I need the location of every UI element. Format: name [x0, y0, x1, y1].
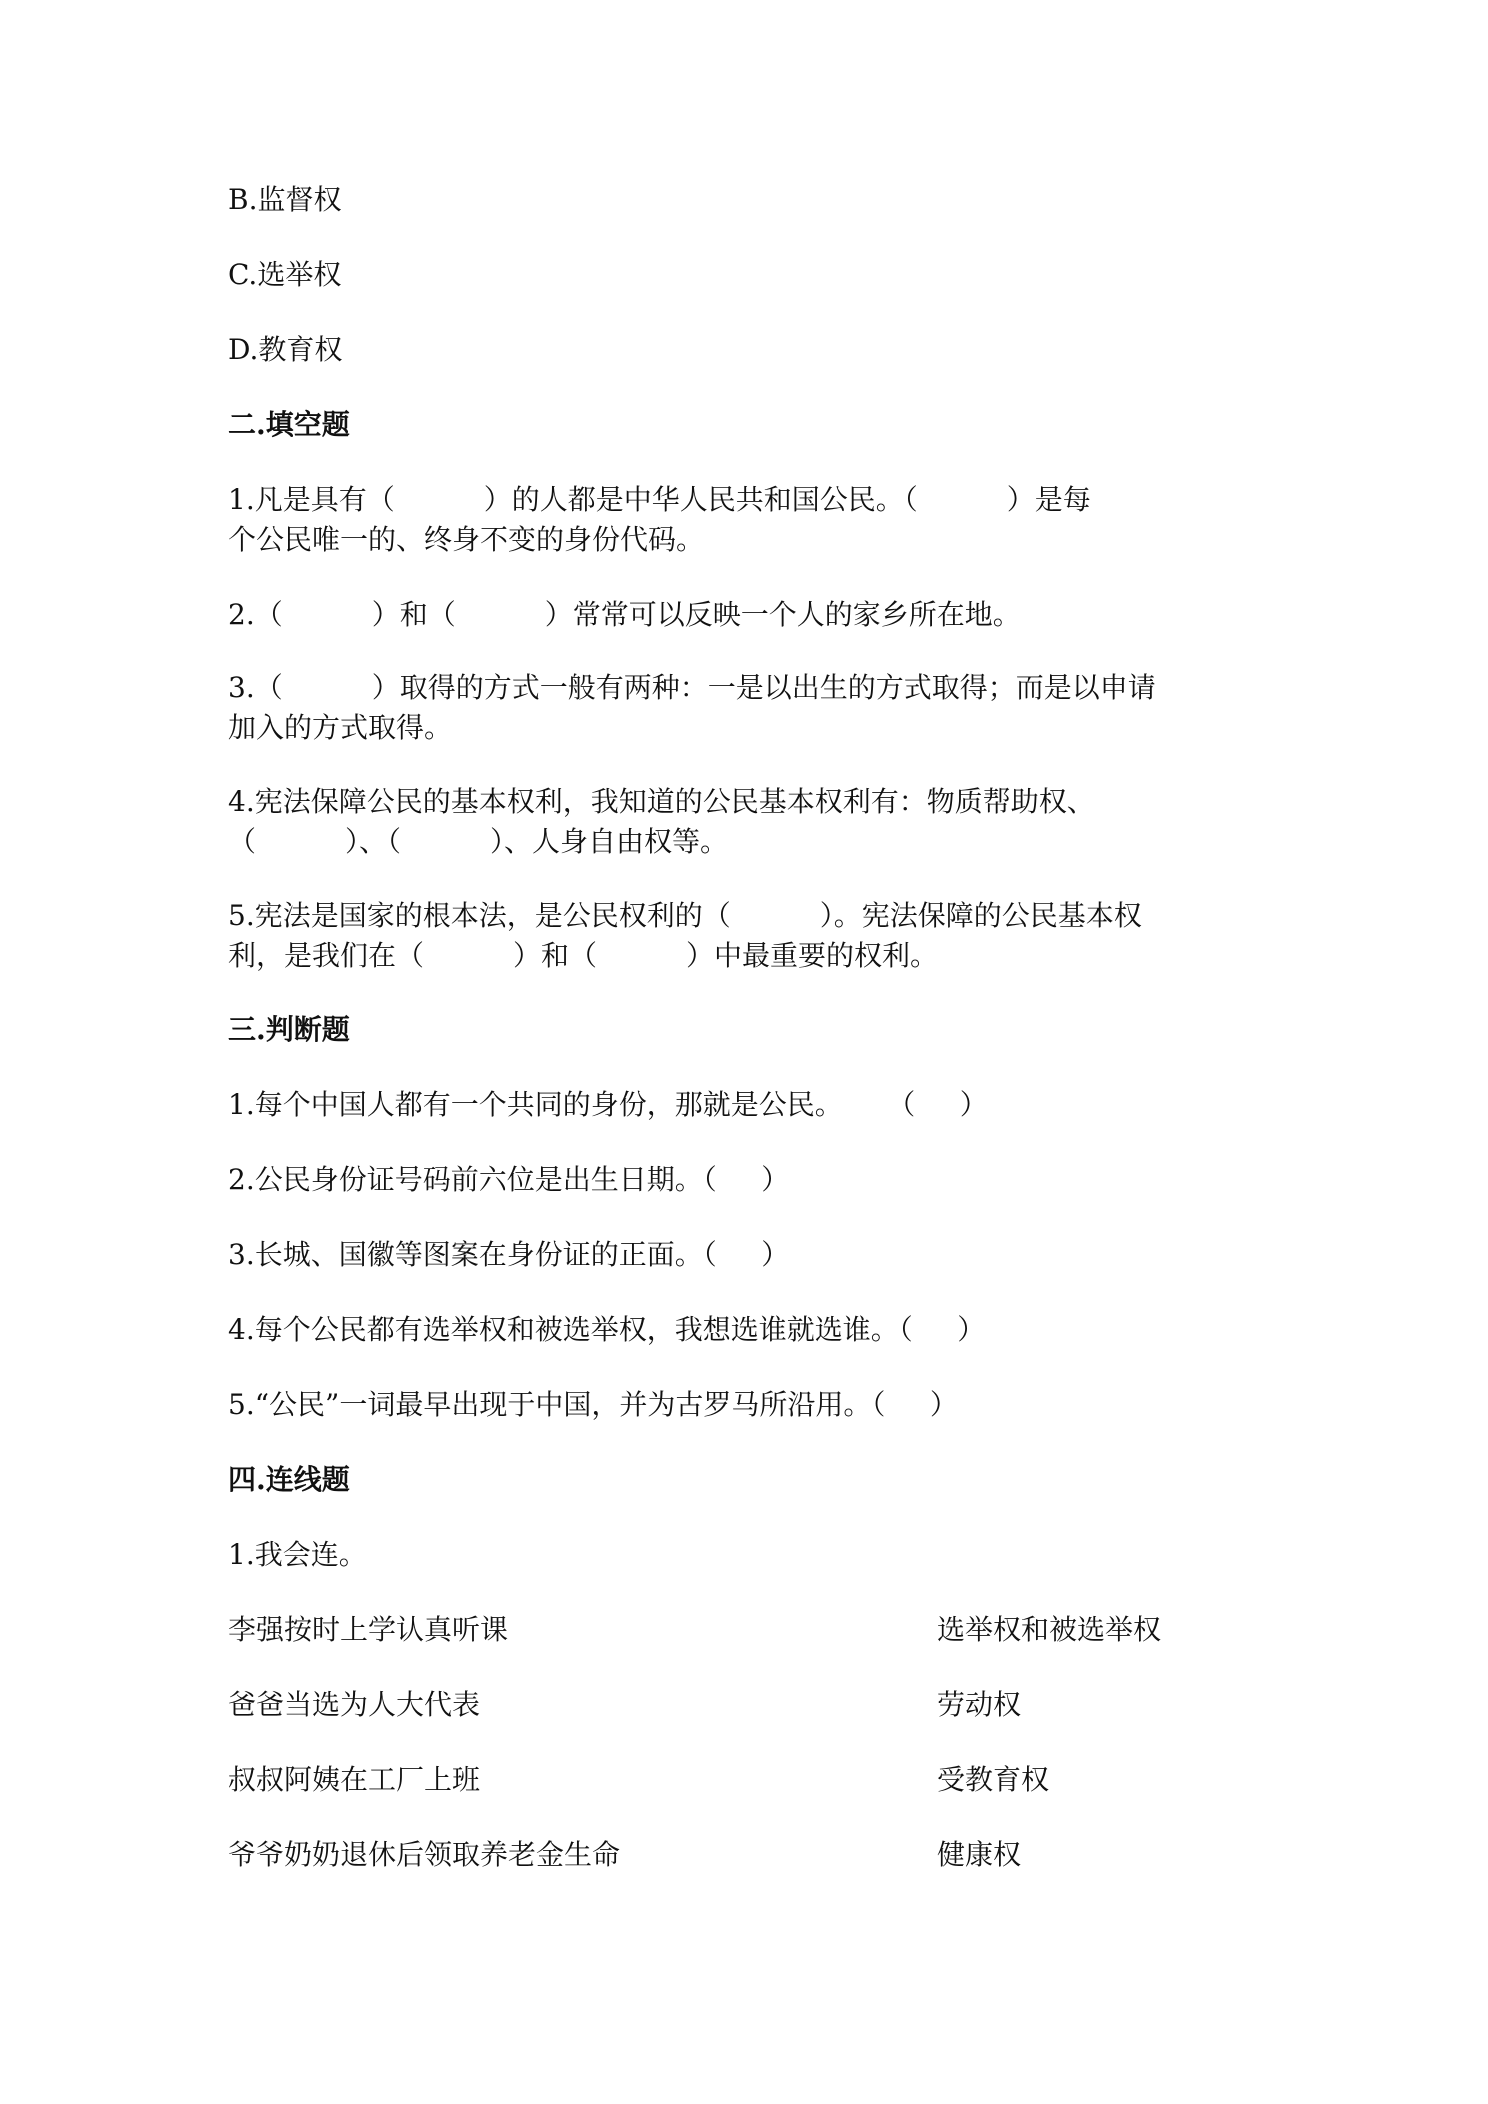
match-left-item: 爷爷奶奶退休后领取养老金生命: [228, 1838, 621, 1871]
fill-item-2-line-1: 2.（ ）和（ ）常常可以反映一个人的家乡所在地。: [228, 598, 1021, 631]
judge-item-4: 4.每个公民都有选举权和被选举权，我想选谁就选谁。（ ）: [228, 1313, 986, 1346]
match-right-item: 受教育权: [937, 1763, 1050, 1796]
choice-option-c: C.选举权: [228, 258, 342, 291]
fill-item-4-line-1: 4.宪法保障公民的基本权利，我知道的公民基本权利有：物质帮助权、: [228, 785, 1095, 818]
match-section-heading: 四.连线题: [228, 1463, 350, 1496]
fill-item-3-line-2: 加入的方式取得。: [228, 711, 453, 744]
judge-item-1: 1.每个中国人都有一个共同的身份，那就是公民。 （ ）: [228, 1088, 988, 1121]
judge-item-2: 2.公民身份证号码前六位是出生日期。（ ）: [228, 1163, 790, 1196]
judge-item-5: 5.“公民”一词最早出现于中国，并为古罗马所沿用。（ ）: [228, 1388, 958, 1421]
choice-option-b: B.监督权: [228, 183, 342, 216]
fill-item-3-line-1: 3.（ ）取得的方式一般有两种：一是以出生的方式取得；而是以申请: [228, 671, 1156, 704]
match-left-item: 爸爸当选为人大代表: [228, 1688, 481, 1721]
choice-option-d: D.教育权: [228, 333, 343, 366]
match-prompt: 1.我会连。: [228, 1538, 367, 1571]
fill-item-1-line-1: 1.凡是具有（ ）的人都是中华人民共和国公民。（ ）是每: [228, 483, 1091, 516]
match-left-item: 李强按时上学认真听课: [228, 1613, 509, 1646]
fill-item-5-line-2: 利，是我们在（ ）和（ ）中最重要的权利。: [228, 939, 939, 972]
fill-item-1-line-2: 个公民唯一的、终身不变的身份代码。: [228, 523, 705, 556]
judge-section-heading: 三.判断题: [228, 1013, 350, 1046]
fill-item-4-line-2: （ ）、（ ）、人身自由权等。: [228, 825, 729, 858]
match-right-item: 选举权和被选举权: [937, 1613, 1162, 1646]
match-right-item: 劳动权: [937, 1688, 1022, 1721]
judge-item-3: 3.长城、国徽等图案在身份证的正面。（ ）: [228, 1238, 790, 1271]
fill-item-5-line-1: 5.宪法是国家的根本法，是公民权利的（ ）。宪法保障的公民基本权: [228, 899, 1142, 932]
match-right-item: 健康权: [937, 1838, 1022, 1871]
fill-section-heading: 二.填空题: [228, 408, 350, 441]
match-left-item: 叔叔阿姨在工厂上班: [228, 1763, 481, 1796]
